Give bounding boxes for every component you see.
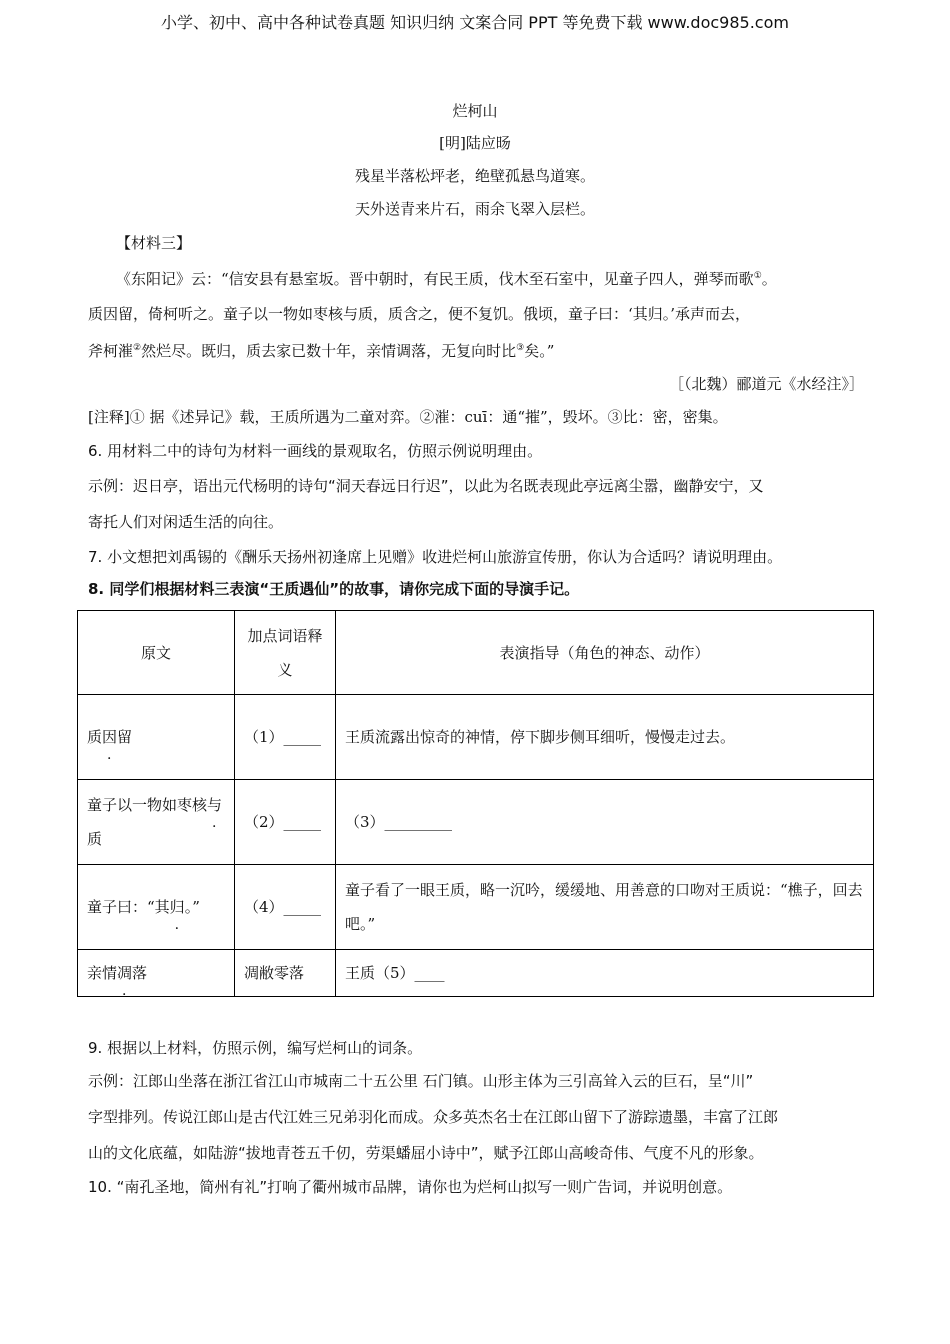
text: 然烂尽。既归，质去家已数十年，亲情调落，无复向时比 xyxy=(141,342,517,360)
material3-line xyxy=(88,340,554,361)
text: 童子曰：“其 xyxy=(87,898,170,916)
dotted-word: 因 xyxy=(102,728,118,746)
table-row xyxy=(78,695,874,780)
source-citation: ［（北魏）郦道元《水经注》］ xyxy=(668,375,864,393)
guide-cell: 王质流露出惊奇的神情，停下脚步侧耳细听，慢慢走过去。 xyxy=(336,695,874,780)
original-cell xyxy=(78,950,235,997)
dotted-word: 凋 xyxy=(117,964,133,982)
original-cell xyxy=(78,695,235,780)
note-mark: ① xyxy=(753,271,762,281)
text: 。” xyxy=(184,898,200,916)
gloss-cell[interactable]: （4）_____ xyxy=(235,865,336,950)
gloss-cell[interactable]: （1）_____ xyxy=(235,695,336,780)
guide-cell: 童子看了一眼王质，略一沉吟，缓缓地、用善意的口吻对王质说：“樵子，回去吧。” xyxy=(336,865,874,950)
note-mark: ② xyxy=(133,343,142,353)
question-9: 9. 根据以上材料，仿照示例，编写烂柯山的词条。 xyxy=(88,1039,423,1057)
site-header[interactable]: 小学、初中、高中各种试卷真题 知识归纳 文案合同 PPT 等免费下载 www.doc985.com xyxy=(161,13,789,32)
header-cell: 原文 xyxy=(78,611,235,695)
example-line: 字型排列。传说江郎山是古代江姓三兄弟羽化而成。众多英杰名士在江郎山留下了游踪遗墨，丰富了江郎 xyxy=(88,1108,779,1126)
director-notes-table xyxy=(77,610,874,997)
original-cell xyxy=(78,780,235,865)
text: 《东阳记》云：“信安县有悬室坂。晋中朝时，有民王质，伐木至石室中，见童子四人，弹琴而歌 xyxy=(116,270,754,288)
gloss-cell[interactable]: （2）_____ xyxy=(235,780,336,865)
table-row xyxy=(78,950,874,997)
poem-line: 残星半落松坪老，绝壁孤悬鸟道寒。 xyxy=(354,167,595,185)
original-cell xyxy=(78,865,235,950)
guide-cell[interactable]: 王质（5）____ xyxy=(336,950,874,997)
table-header-row xyxy=(78,611,874,695)
material3-line: 质因留，倚柯听之。童子以一物如枣核与质，质含之，便不复饥。俄顷，童子曰：‘其归。’承声而去， xyxy=(88,305,751,323)
table-row xyxy=(78,865,874,950)
text: 斧柯漼 xyxy=(88,342,134,360)
poem-line: 天外送青来片石，雨余飞翠入层栏。 xyxy=(354,200,595,218)
header-cell: 表演指导（角色的神态、动作） xyxy=(336,611,874,695)
text: 亲情 xyxy=(87,964,118,982)
text: 矣。” xyxy=(524,342,555,360)
example-line: 示例：江郎山坐落在浙江省江山市城南二十五公里 石门镇。山形主体为三引高耸入云的巨石，呈“川” xyxy=(88,1072,754,1090)
material3-heading: 【材料三】 xyxy=(116,234,192,252)
table-row xyxy=(78,780,874,865)
question-8: 8. 同学们根据材料三表演“王质遇仙”的故事，请你完成下面的导演手记。 xyxy=(88,580,580,598)
dotted-word: 与 xyxy=(207,796,223,814)
question-7: 7. 小文想把刘禹锡的《酬乐天扬州初逢席上见赠》收进烂柯山旅游宣传册，你认为合适吗？请说明理由。 xyxy=(88,548,783,566)
poem-title: 烂柯山 xyxy=(452,102,498,120)
guide-cell[interactable]: （3）_________ xyxy=(336,780,874,865)
gloss-cell: 凋敝零落 xyxy=(235,950,336,997)
example-line: 寄托人们对闲适生活的向往。 xyxy=(88,513,284,531)
annotations: [注释]① 据《述异记》载，王质所遇为二童对弈。②漼：cuī：通“摧”，毁坏。③比：密，密集。 xyxy=(88,408,728,426)
example-line: 山的文化底蕴，如陆游“拔地青苍五千仞，劳渠蟠屈小诗中”，赋予江郎山高峻奇伟、气度不凡的形象。 xyxy=(88,1144,764,1162)
question-6: 6. 用材料二中的诗句为材料一画线的景观取名，仿照示例说明理由。 xyxy=(88,442,543,460)
header-cell: 加点词语释义 xyxy=(235,611,336,695)
text: 质 xyxy=(87,728,103,746)
question-10: 10. “南孔圣地，简州有礼”打响了衢州城市品牌，请你也为烂柯山拟写一则广告词，并说明创意。 xyxy=(88,1178,733,1196)
material3-line xyxy=(116,268,777,289)
text: 留 xyxy=(117,728,133,746)
example-line: 示例：迟日亭，语出元代杨明的诗句“洞天春远日行迟”，以此为名既表现此亭远离尘嚣，幽静安宁，又 xyxy=(88,477,764,495)
text: 质 xyxy=(87,830,103,848)
dotted-word: 归 xyxy=(169,898,185,916)
poem-author: [明]陆应旸 xyxy=(439,134,511,152)
text: 。 xyxy=(761,270,777,288)
note-mark: ③ xyxy=(516,343,525,353)
text: 童子以一物如枣核 xyxy=(87,796,208,814)
text: 落 xyxy=(132,964,148,982)
